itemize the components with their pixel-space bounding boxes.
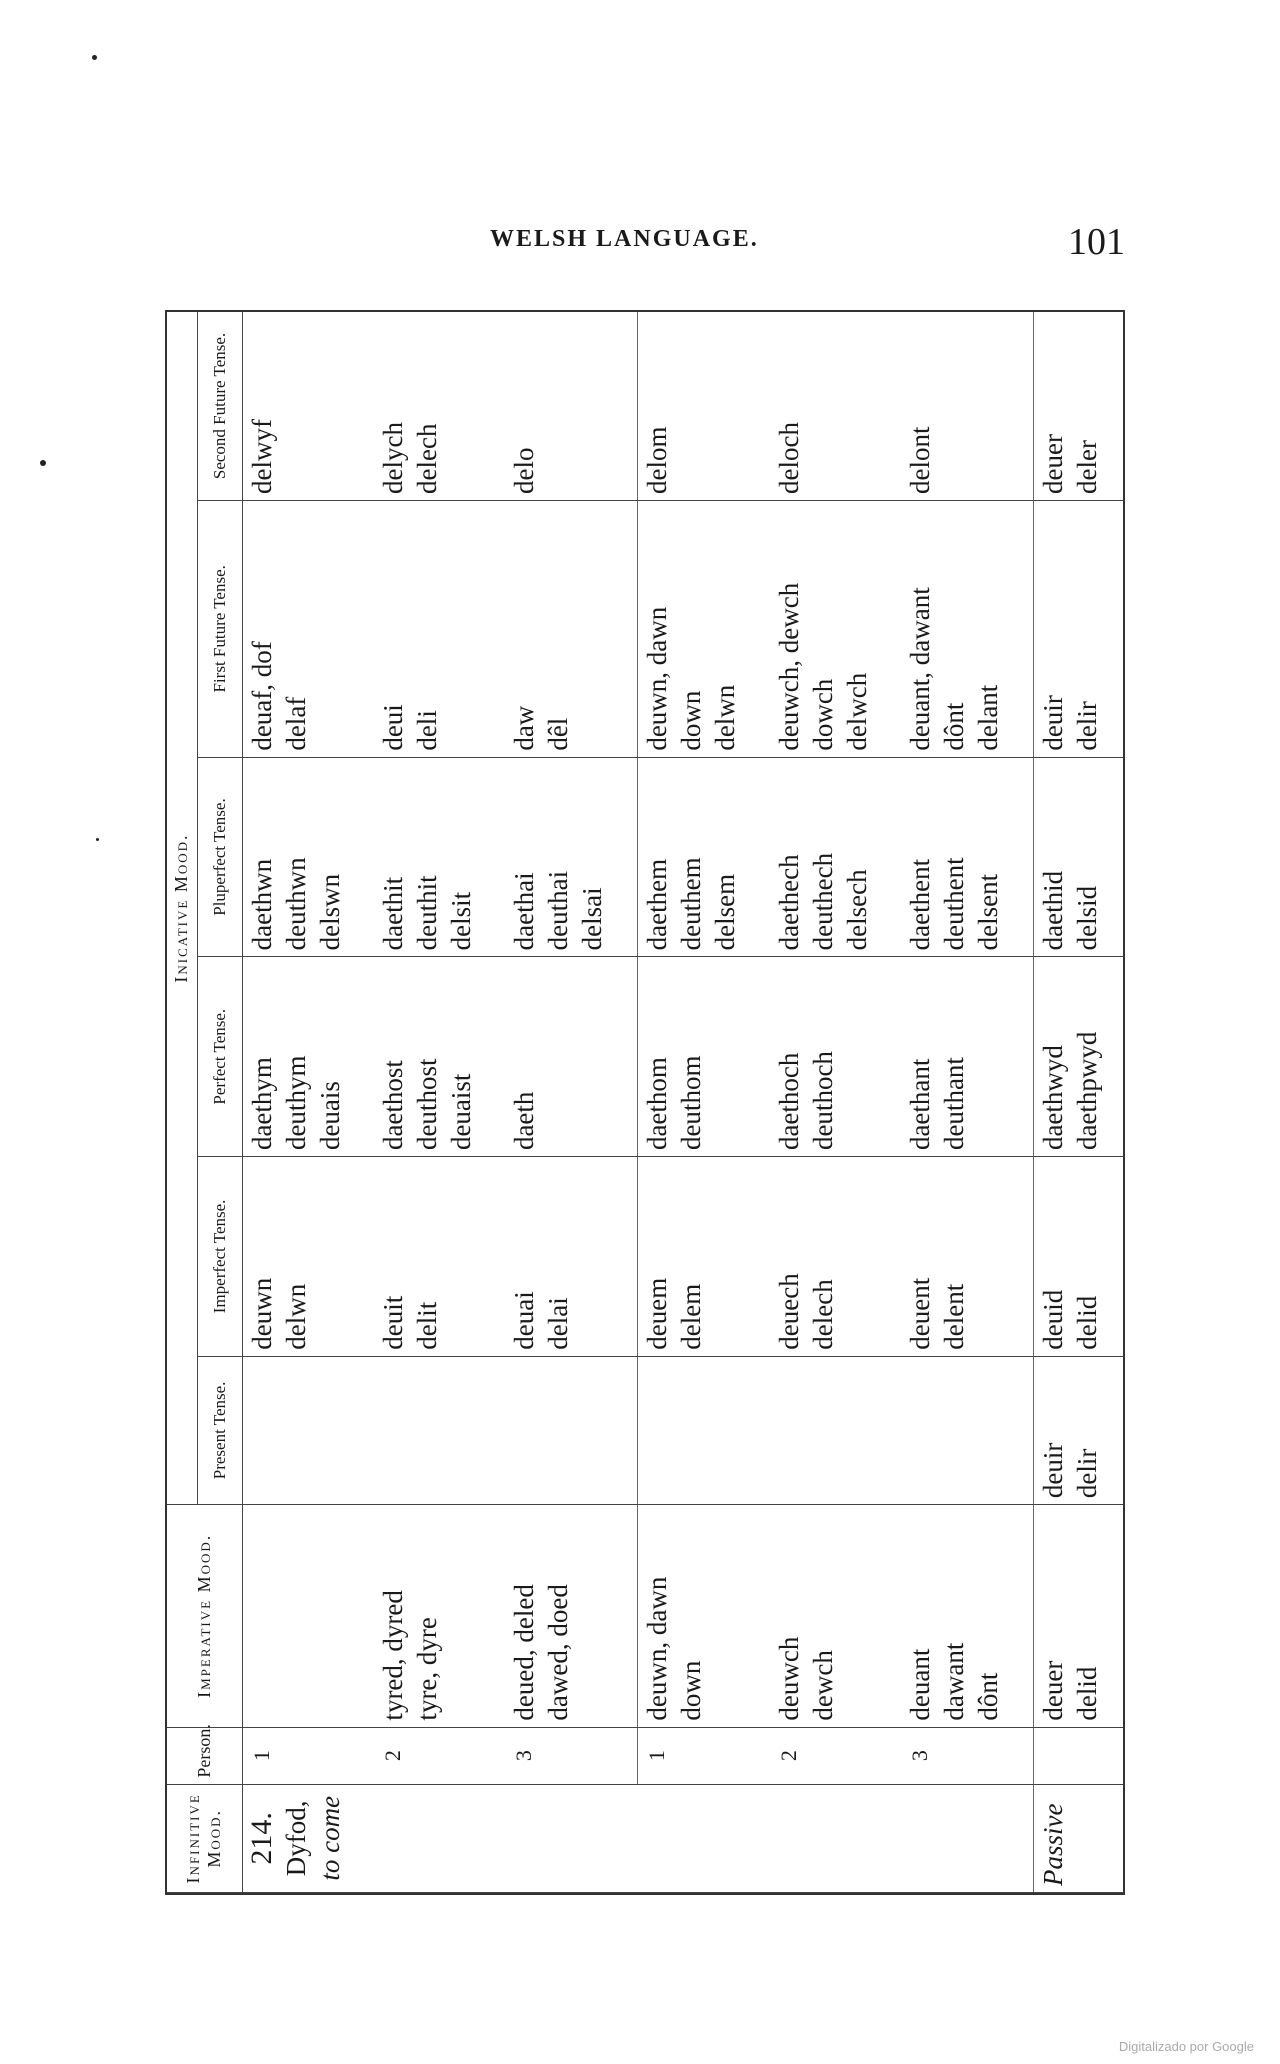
pluperfect-cell: daethech deuthech delsech (770, 757, 901, 957)
imperative-cell: deuant dawant dônt (901, 1505, 1033, 1728)
infinitive-header: Infinitive Mood. (167, 1784, 242, 1892)
second-future-cell: delom (638, 312, 770, 500)
passive-row (1033, 312, 1123, 1893)
infinitive-cell (242, 1784, 1033, 1892)
imperative-cell: deuwn, dawn down (638, 1505, 770, 1728)
table-row (770, 312, 901, 1893)
reference-number: 214. (244, 1812, 278, 1865)
imperative-cell: tyred, dyred tyre, dyre (374, 1505, 505, 1728)
imperative-header: Imperative Mood. (167, 1505, 242, 1728)
perfect-cell: daeth (505, 957, 637, 1157)
person-cell: 1 (242, 1727, 374, 1784)
imperfect-header: Imperfect Tense. (197, 1157, 242, 1357)
pluperfect-cell: daethem deuthem delsem (638, 757, 770, 957)
verb-name: Dyfod, (280, 1800, 311, 1877)
pluperfect-cell: daethit deuthit delsit (374, 757, 505, 957)
perfect-cell: daethoch deuthoch (770, 957, 901, 1157)
running-head: WELSH LANGUAGE. (490, 226, 759, 252)
perfect-cell: daethym deuthym deuais (242, 957, 374, 1157)
first-future-cell: deuwch, dewch dowch delwch (770, 500, 901, 757)
imperative-cell: deuwch dewch (770, 1505, 901, 1728)
imperfect-cell: deuech delech (770, 1157, 901, 1357)
person-cell: 3 (505, 1727, 637, 1784)
table-row (638, 312, 770, 1893)
page-number: 101 (1068, 221, 1125, 263)
first-future-cell: deuaf, dof delaf (242, 500, 374, 757)
second-future-header: Second Future Tense. (197, 312, 242, 500)
first-future-cell: deuir delir (1033, 500, 1123, 757)
second-future-cell: deuer deler (1033, 312, 1123, 500)
imperative-cell (242, 1505, 374, 1728)
perfect-cell: daethost deuthost deuaist (374, 957, 505, 1157)
pluperfect-cell: daethai deuthai delsai (505, 757, 637, 957)
present-cell (638, 1356, 770, 1504)
speck (96, 838, 99, 841)
present-cell: deuir delir (1033, 1356, 1123, 1504)
speck (92, 55, 97, 60)
table-row (374, 312, 505, 1893)
second-future-cell: delwyf (242, 312, 374, 500)
person-cell: 1 (638, 1727, 770, 1784)
first-future-header: First Future Tense. (197, 500, 242, 757)
imperfect-cell: deuid delid (1033, 1157, 1123, 1357)
present-cell (374, 1356, 505, 1504)
pluperfect-cell: daethwn deuthwn delswn (242, 757, 374, 957)
footer-credit: Digitalizado por Google (1118, 2039, 1254, 2054)
first-future-cell: deuwn, dawn down delwn (638, 500, 770, 757)
second-future-cell: delont (901, 312, 1033, 500)
imperative-cell: deued, deled dawed, doed (505, 1505, 637, 1728)
pluperfect-cell: daethent deuthent delsent (901, 757, 1033, 957)
table-row (242, 312, 374, 1893)
present-cell (242, 1356, 374, 1504)
pluperfect-cell: daethid delsid (1033, 757, 1123, 957)
perfect-cell: daethwyd daethpwyd (1033, 957, 1123, 1157)
imperfect-cell: deuwn delwn (242, 1157, 374, 1357)
person-cell (1033, 1727, 1123, 1784)
imperfect-cell: deuent delent (901, 1157, 1033, 1357)
person-cell: 3 (901, 1727, 1033, 1784)
verb-meaning: to come (314, 1795, 345, 1881)
perfect-cell: daethant deuthant (901, 957, 1033, 1157)
imperfect-cell: deuai delai (505, 1157, 637, 1357)
pluperfect-header: Pluperfect Tense. (197, 757, 242, 957)
present-header: Present Tense. (197, 1356, 242, 1504)
speck (40, 460, 46, 466)
person-cell: 2 (770, 1727, 901, 1784)
passive-label: Passive (1033, 1784, 1123, 1892)
indicative-header: Inicative Mood. (167, 312, 197, 1505)
second-future-cell: delych delech (374, 312, 505, 500)
second-future-cell: deloch (770, 312, 901, 500)
imperative-cell: deuer delid (1033, 1505, 1123, 1728)
first-future-cell: daw dêl (505, 500, 637, 757)
second-future-cell: delo (505, 312, 637, 500)
present-cell (505, 1356, 637, 1504)
present-cell (770, 1356, 901, 1504)
table-row (901, 312, 1033, 1893)
first-future-cell: deuant, dawant dônt delant (901, 500, 1033, 757)
present-cell (901, 1356, 1033, 1504)
first-future-cell: deui deli (374, 500, 505, 757)
table-row (505, 312, 637, 1893)
person-cell: 2 (374, 1727, 505, 1784)
conjugation-table (165, 310, 1125, 1895)
imperfect-cell: deuit delit (374, 1157, 505, 1357)
perfect-header: Perfect Tense. (197, 957, 242, 1157)
person-header: Person. (167, 1727, 242, 1784)
perfect-cell: daethom deuthom (638, 957, 770, 1157)
imperfect-cell: deuem delem (638, 1157, 770, 1357)
